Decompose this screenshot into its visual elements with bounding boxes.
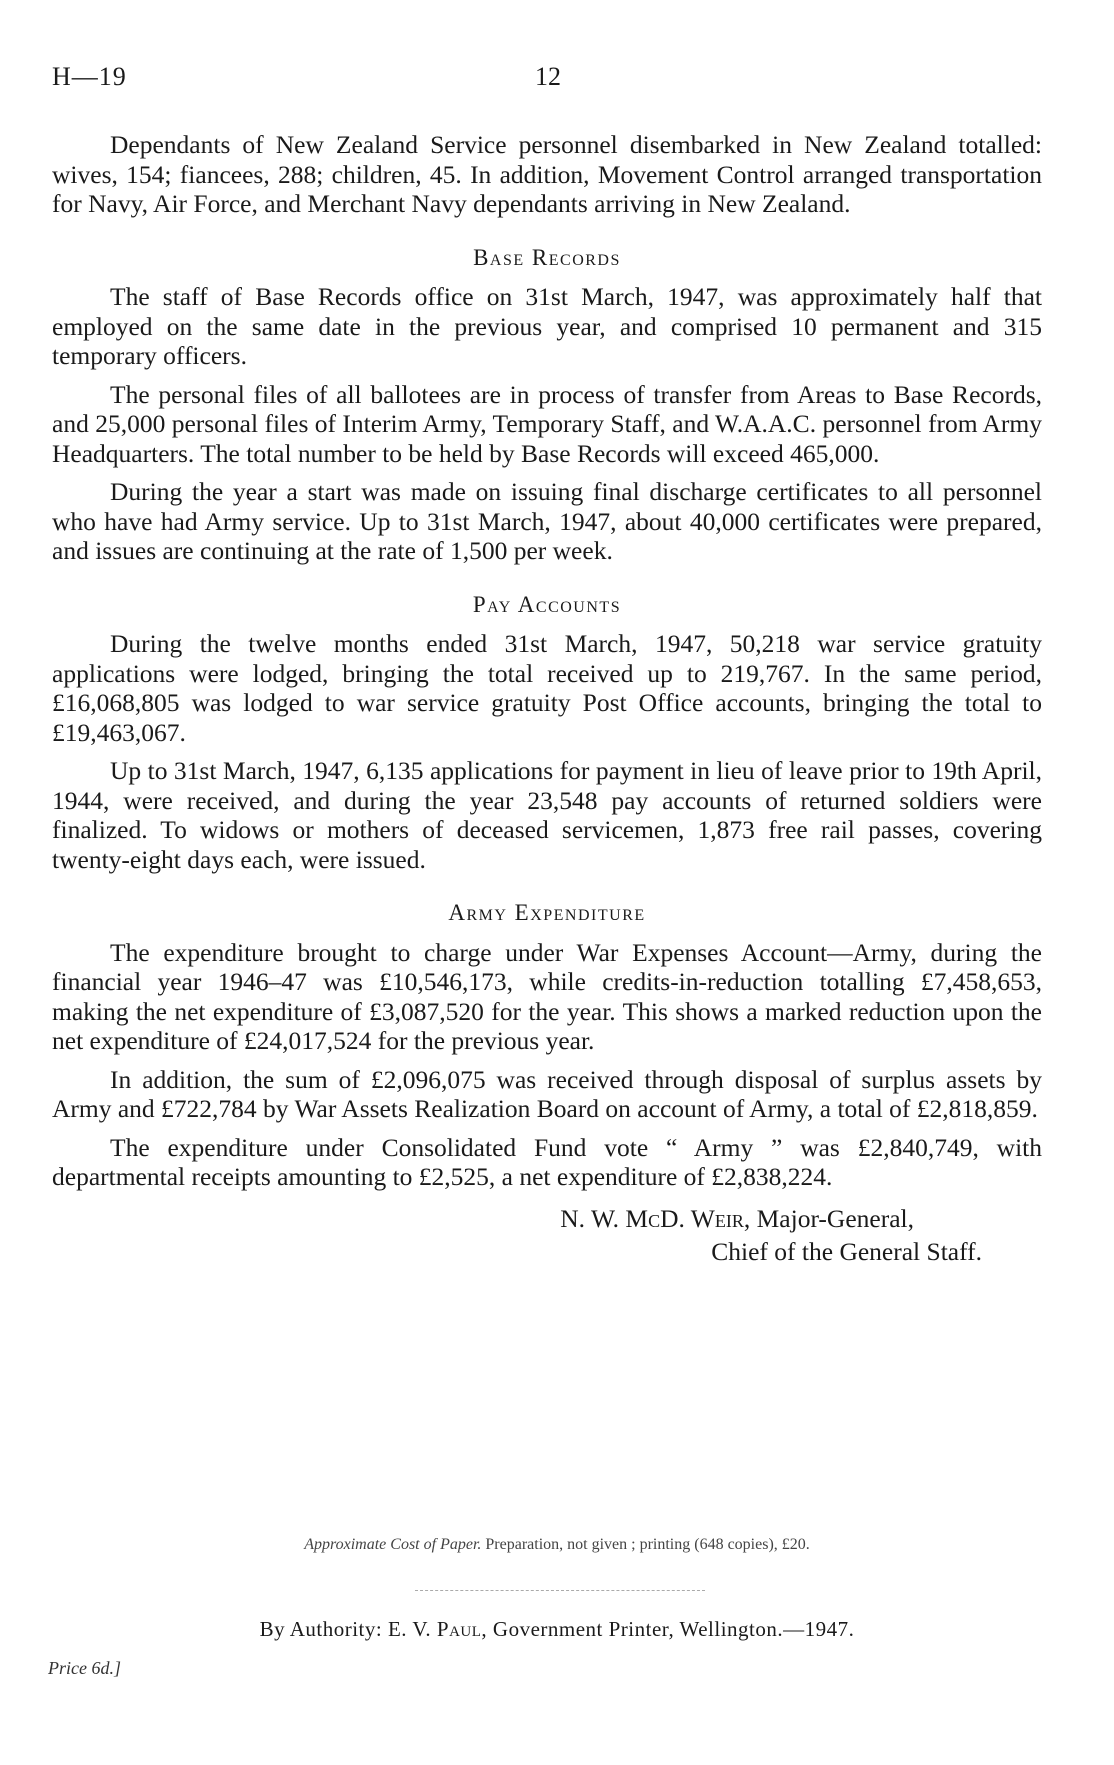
paragraph: During the year a start was made on issuing final discharge certificates to all personnel who have had Army service. Up to 31st March, 1947, about 40,000 certificates were prepared, and issues are continuing at the rate of 1,500 per week. [52,477,1042,565]
signature-line [52,1204,1042,1234]
cost-label: Approximate Cost of Paper. [304,1536,482,1553]
section-heading-base-records: Base Records [473,244,621,270]
signatory-name: N. W. McD. Weir [560,1203,744,1233]
paragraph: Up to 31st March, 1947, 6,135 applications for payment in lieu of leave prior to 19th April, 1944, were received, and during the year 23,548 pay accounts of returned soldiers were finalized. To widows or mothers of deceased servicemen, 1,873 free rail passes, covering twenty-eight days each, were issued. [52,756,1042,874]
paragraph: The expenditure brought to charge under War Expenses Account—Army, during the financial year 1946–47 was £10,546,173, while credits-in-reduction totalling £7,458,653, making the net expenditure of £3,087,520 for the year. This shows a marked reduction upon the net expenditure of £24,017,524 for the previous year. [52,937,1042,1055]
authority-suffix: , Government Printer, Wellington.—1947. [481,1617,855,1641]
printer-name: Paul [436,1617,482,1641]
section-heading-army-expenditure: Army Expenditure [448,900,646,925]
printer-authority [0,1617,1114,1642]
header-ref: H—19 [52,62,127,91]
cost-text: Preparation, not given ; printing (648 copies), £20. [481,1536,810,1553]
cost-of-paper-note [0,1536,1114,1554]
paragraph: In addition, the sum of £2,096,075 was received through disposal of surplus assets by Army and £722,784 by War Assets Realization Board on account of Army, a total of £2,818,859. [52,1064,1042,1123]
paragraph: The expenditure under Consolidated Fund vote “ Army ” was £2,840,749, with departmental receipts amounting to £2,525, a net expenditure of £2,838,224. [52,1132,1042,1191]
paragraph: The personal files of all ballotees are in process of transfer from Areas to Base Records, and 25,000 personal files of Interim Army, Temporary Staff, and W.A.A.C. personnel from Army Headquarters. The total number to be held by Base Records will exceed 465,000. [52,379,1042,468]
signatory-title: Chief of the General Staff. [711,1237,982,1266]
paragraph: During the twelve months ended 31st March, 1947, 50,218 war service gratuity applications were lodged, bringing the total received up to 219,767. In the same period, £16,068,805 was lodged to war service gratuity Post Office accounts, bringing the total to £19,463,067. [52,629,1042,747]
paragraph: The staff of Base Records office on 31st March, 1947, was approximately half that employed on the same date in the previous year, and comprised 10 permanent and 315 temporary officers. [52,282,1042,370]
signatory-rank: , Major-General, [743,1203,914,1233]
document-body [52,130,1042,1267]
section-heading-pay-accounts: Pay Accounts [472,591,622,617]
intro-paragraph: Dependants of New Zealand Service personnel disembarked in New Zealand totalled: wives, 154; fiancees, 288; children, 45. In addition, Movement Control arranged transportation for Navy, Air Force, and Merchant Navy dependants arriving in New Zealand. [52,130,1042,218]
price-note: Price 6d.] [48,1658,121,1678]
page-number: 12 [535,62,561,91]
authority-prefix: By Authority: E. V. [259,1617,437,1641]
footer-divider [415,1590,705,1591]
